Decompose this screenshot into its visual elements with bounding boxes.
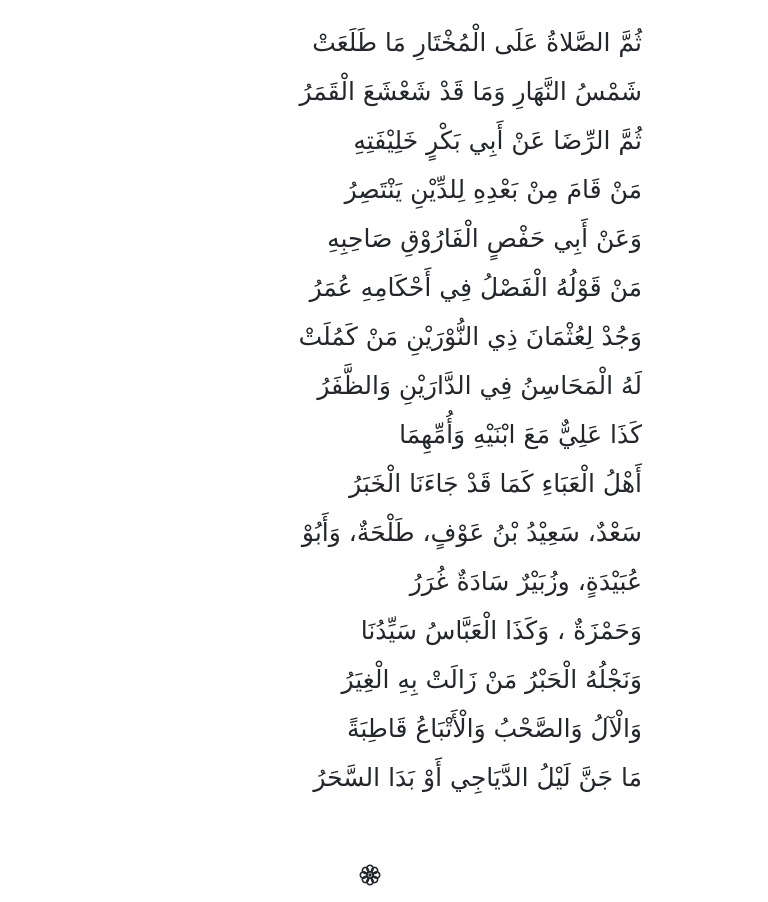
verse-line-8: لَهُ الْمَحَاسِنُ فِي الدَّارَيْنِ وَالظَّفَرُ xyxy=(317,371,642,400)
verse-line-11: سَعْدٌ، سَعِيْدُ بْنُ عَوْفٍ، طَلْحَةٌ، وَأَبُوْ xyxy=(301,518,642,547)
verse-line-2: شَمْسُ النَّهَارِ وَمَا قَدْ شَعْشَعَ الْقَمَرُ xyxy=(299,77,642,106)
verse-line-10: أَهْلُ الْعَبَاءِ كَمَا قَدْ جَاءَنَا الْخَبَرُ xyxy=(349,469,642,498)
verse-line-7: وَجُدْ لِعُثْمَانَ ذِي النُّوْرَيْنِ مَنْ كَمُلَتْ xyxy=(298,322,642,351)
verse-line-6: مَنْ قَوْلُهُ الْفَصْلُ فِي أَحْكَامِهِ عُمَرُ xyxy=(309,273,642,302)
poem-text xyxy=(100,18,642,802)
verse-line-9: كَذَا عَلِيٌّ مَعَ ابْنَيْهِ وَأُمِّهِمَا xyxy=(399,420,642,449)
verse-line-16: مَا جَنَّ لَيْلُ الدَّيَاجِي أَوْ بَدَا السَّحَرُ xyxy=(313,763,642,792)
rosette-ornament-icon xyxy=(357,862,383,888)
verse-line-14: وَنَجْلُهُ الْحَبْرُ مَنْ زَالَتْ بِهِ الْغِيَرُ xyxy=(341,665,642,694)
verse-line-12: عُبَيْدَةٍ، وزُبَيْرٌ سَادَةٌ غُرَرُ xyxy=(409,567,642,596)
verse-line-5: وَعَنْ أَبِي حَفْصٍ الْفَارُوْقِ صَاحِبِهِ xyxy=(327,224,642,253)
verse-line-1: ثُمَّ الصَّلاةُ عَلَى الْمُخْتَارِ مَا طَلَعَتْ xyxy=(312,28,642,57)
verse-line-4: مَنْ قَامَ مِنْ بَعْدِهِ لِلدِّيْنِ يَنْتَصِرُ xyxy=(344,175,642,204)
verse-line-3: ثُمَّ الرِّضَا عَنْ أَبِي بَكْرٍ خَلِيْفَتِهِ xyxy=(353,126,642,155)
verse-line-13: وَحَمْزَةٌ ، وَكَذَا الْعَبَّاسُ سَيِّدُنَا xyxy=(360,616,642,645)
verse-line-15: وَالْآلُ وَالصَّحْبُ وَالْأَتْبَاعُ قَاطِبَةً xyxy=(346,714,642,743)
